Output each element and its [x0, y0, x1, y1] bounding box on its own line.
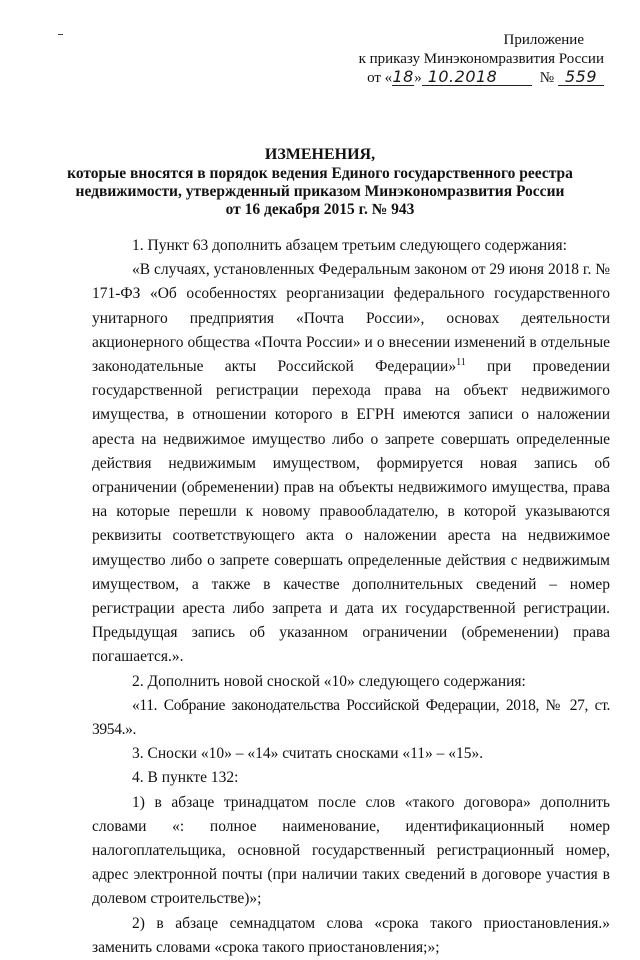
- order-reference: к приказу Минэкономразвития России: [358, 51, 604, 67]
- order-date-prefix: от «: [367, 70, 393, 86]
- paragraph-item-1: 1. Пункт 63 дополнить абзацем третьим следующего содержания:: [132, 237, 567, 254]
- order-day: 18: [392, 67, 414, 86]
- appendix-label: Приложение: [503, 32, 584, 48]
- order-number-label: №: [539, 70, 554, 86]
- paragraph-item-4: 4. В пункте 132:: [132, 769, 239, 787]
- quoted-text-part-1: «В случаях, установленных Федеральным законом от 29 июня 2018 г. № 171-ФЗ «Об особенностях реорганизации федерального государственного унитарного предприятия «Почта России», основах деятельности акционерного общества «Почта России» и о внесении изменений в отдельные законодательные акты Российской Федерации»: [92, 261, 610, 376]
- title-heading: ИЗМЕНЕНИЯ,: [264, 146, 376, 163]
- title-line-3: недвижимости, утвержденный приказом Минэкономразвития России: [75, 183, 565, 200]
- order-month-year: 10.2018: [422, 69, 532, 86]
- paragraph-footnote-text: «11. Собрание законодательства Российской Федерации, 2018, № 27, ст. 3954.».: [92, 696, 610, 739]
- document-title: [0, 146, 640, 219]
- order-date-number-line: [334, 69, 604, 88]
- title-line-2: которые вносятся в порядок ведения Единого государственного реестра: [67, 165, 573, 182]
- paragraph-item-2: 2. Дополнить новой сноской «10» следующего содержания:: [132, 672, 526, 690]
- footnote-marker: 11: [456, 356, 466, 368]
- paragraph-subitem-2: 2) в абзаце семнадцатом слова «срока такого приостановления.» заменить словами «срока такого приостановления;»;: [92, 914, 610, 956]
- order-number: 559: [558, 69, 604, 86]
- appendix-header: [334, 31, 604, 88]
- quoted-text-part-2: при проведении государственной регистрации перехода права на объект недвижимого имущества, в отношении которого в ЕГРН имеются записи о наложении ареста на недвижимое имущество либо о запрете совершать определенные действия недвижимым имуществом, формируется новая запись об ограничении (обременении) прав на объекты недвижимого имущества, права на которые перешли к новому правообладателю, в которой указываются реквизиты соответствующего акта о наложении ареста на недвижимое имущество либо о запрете совершать определенные действия с недвижимым имуществом, а также в качестве дополнительных сведений – номер регистрации ареста либо запрета и дата их государственной регистрации. Предыдущая запись об указанном ограничении (обременении) права погашается.».: [92, 358, 610, 666]
- title-line-4: от 16 декабря 2015 г. № 943: [225, 201, 415, 218]
- paragraph-subitem-1: 1) в абзаце тринадцатом после слов «такого договора» дополнить словами «: полное наименование, идентификационный номер налогоплательщика, основной государственный регистрационный номер, адрес электронной почты (при наличии таких сведений в договоре участия в долевом строительстве)»;: [92, 793, 610, 908]
- paragraph-item-3: 3. Сноски «10» – «14» считать сносками «11» – «15».: [132, 745, 484, 763]
- order-date-close-quote: »: [414, 70, 422, 86]
- document-body: [92, 234, 610, 960]
- scan-mark: [58, 34, 63, 35]
- paragraph-quoted-text: [92, 258, 610, 669]
